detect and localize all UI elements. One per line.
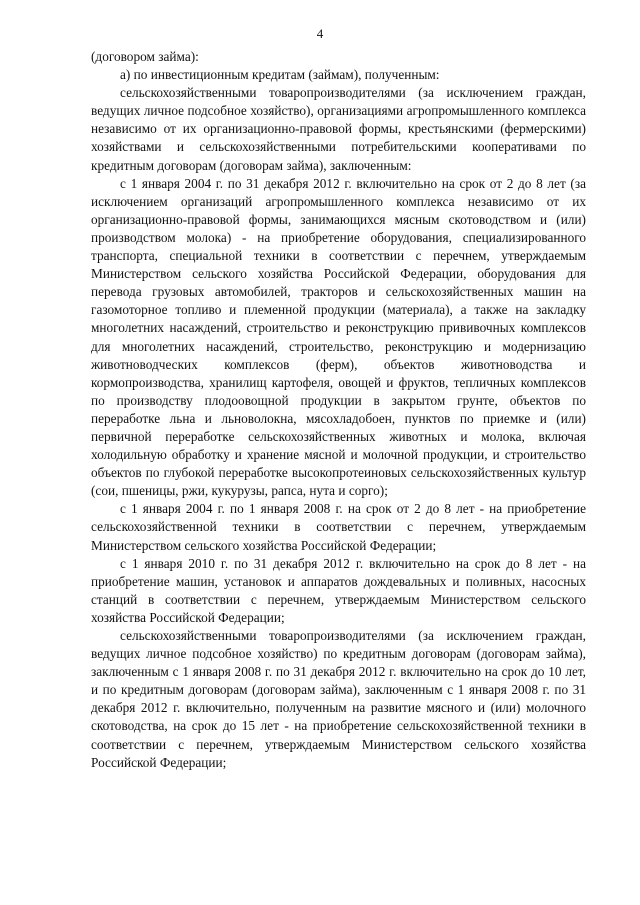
paragraph-loan-agreement-continuation: (договором займа): [91, 49, 199, 64]
page-number: 4 [316, 26, 324, 41]
paragraph-2008-2012-agricultural-producers: сельскохозяйственными товаропроизводителями (за исключением граждан, ведущих личное подсобное хозяйство) по кредитным договорам (договорам займа), заключенным с 1 января 2008 г. по 31 декабря 2012 г. включительно на срок до 10 лет, и по кредитным договорам (договорам займа), заключенным с 1 января 2008 г. по 31 декабря 2012 г. включительно, полученным на развитие мясного и (или) молочного скотоводства, на срок до 15 лет - на приобретение сельскохозяйственной техники в соответствии с перечнем, утверждаемым Министерством сельского хозяйства Российской Федерации; [91, 628, 586, 770]
paragraph-2004-2012-equipment: с 1 января 2004 г. по 31 декабря 2012 г. включительно на срок от 2 до 8 лет (за исключением организаций агропромышленного комплекса независимо от их организационно-правовой формы, занимающихся мясным скотоводством и (или) производством молока) - на приобретение оборудования, специализированного транспорта, специальной техники в соответствии с перечнем, утверждаемым Министерством сельского хозяйства Российской Федерации, оборудования для перевода грузовых автомобилей, тракторов и сельскохозяйственных машин на газомоторное топливо и племенной продукции (материала), а также на закладку многолетних насаждений, строительство и реконструкцию прививочных комплексов для многолетних насаждений, строительство, реконструкцию и модернизацию животноводческих комплексов (ферм), объектов животноводства и кормопроизводства, хранилищ картофеля, овощей и фруктов, тепличных комплексов по производству плодоовощной продукции в закрытом грунте, объектов по переработке льна и льноволокна, мясохладобоен, пунктов по приемке и (или) первичной переработке сельскохозяйственных животных и молока, включая холодильную обработку и хранение мясной и молочной продукции, и строительство объектов по глубокой переработке высокопротеиновых сельскохозяйственных культур (сои, пшеницы, ржи, кукурузы, рапса, нута и сорго); [91, 175, 586, 499]
paragraph-2010-2012-irrigation: с 1 января 2010 г. по 31 декабря 2012 г. включительно на срок до 8 лет - на приобретение машин, установок и аппаратов дождевальных и поливных, насосных станций в соответствии с перечнем, утверждаемым Министерством сельского хозяйства Российской Федерации; [91, 555, 586, 625]
paragraph-investment-loans-heading: а) по инвестиционным кредитам (займам), полученным: [120, 67, 440, 83]
paragraph-borrowers-list: сельскохозяйственными товаропроизводителями (за исключением граждан, ведущих личное подсобное хозяйство), организациями агропромышленного комплекса независимо от их организационно-правовой формы, крестьянскими (фермерскими) хозяйствами и сельскохозяйственными потребительскими кооперативами по кредитным договорам (договорам займа), заключенным: [91, 85, 586, 173]
document-body [91, 48, 586, 772]
paragraph-2004-2008-machinery: с 1 января 2004 г. по 1 января 2008 г. на срок от 2 до 8 лет - на приобретение сельскохозяйственной техники в соответствии с перечнем, утверждаемым Министерством сельского хозяйства Российской Федерации; [91, 501, 586, 553]
